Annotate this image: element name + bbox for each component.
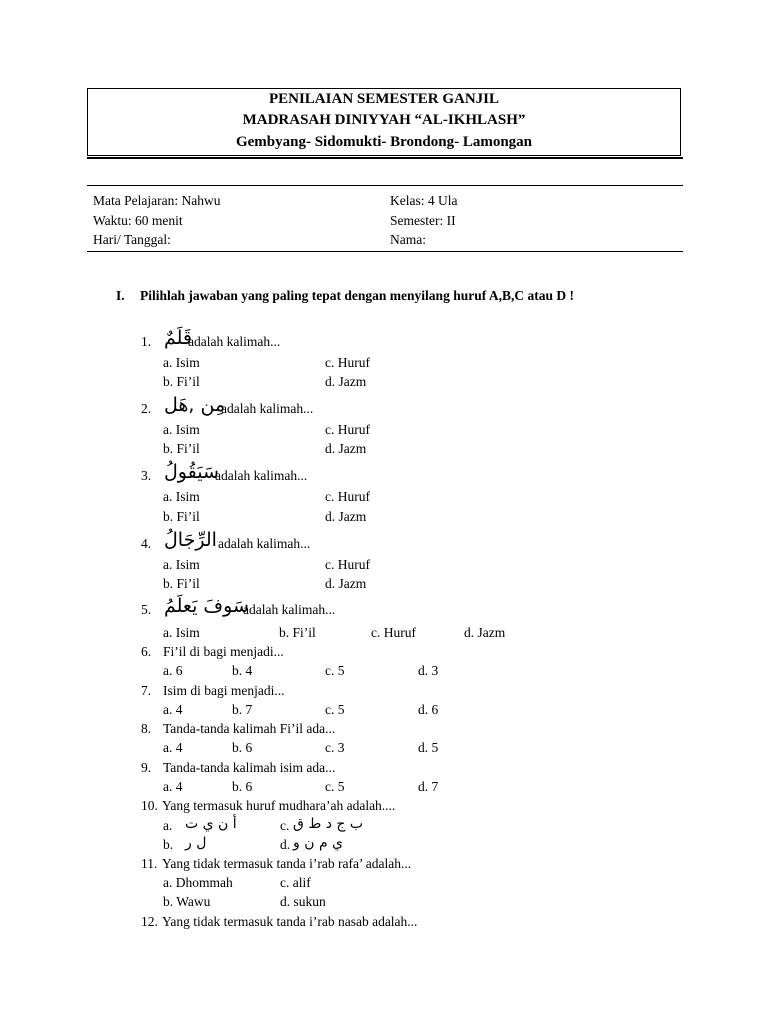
question-number: 9. <box>141 760 152 775</box>
option-c: c. Huruf <box>325 489 370 504</box>
option-c: c. alif <box>280 875 311 890</box>
question-number: 10. <box>141 798 158 813</box>
question-number: 8. <box>141 721 152 736</box>
option-d: d. 5 <box>418 740 439 755</box>
question-text: adalah kalimah... <box>243 602 336 617</box>
arabic-word: سَوفَ يَعلَمُ <box>164 595 249 617</box>
question-text: Tanda-tanda kalimah Fi’il ada... <box>163 721 336 736</box>
option-b: b. Fi’il <box>163 441 200 456</box>
option-a: a. Isim <box>163 355 200 370</box>
option-c: c. 5 <box>325 663 345 678</box>
school-address: Gembyang- Sidomukti- Brondong- Lamongan <box>235 134 533 150</box>
name-field: Nama: <box>390 232 426 247</box>
option-c: c. Huruf <box>325 355 370 370</box>
question-text: Yang termasuk huruf mudhara’ah adalah.... <box>162 798 396 813</box>
question-text: Tanda-tanda kalimah isim ada... <box>163 760 336 775</box>
option-b: b. Fi’il <box>279 625 316 640</box>
meta-bottom-rule <box>87 251 683 252</box>
option-a: a. Dhommah <box>163 875 233 890</box>
question-text: adalah kalimah... <box>188 334 281 349</box>
exam-title: PENILAIAN SEMESTER GANJIL <box>268 91 500 107</box>
option-b-arabic: ل ر <box>185 835 207 851</box>
header-underline <box>87 157 683 159</box>
option-d: d. Jazm <box>325 374 367 389</box>
option-d-arabic: ي م ن و <box>293 835 344 851</box>
meta-top-rule <box>87 185 683 186</box>
question-number: 2. <box>141 401 152 416</box>
option-d: d. sukun <box>280 894 326 909</box>
option-a-arabic: أ ن ي ت <box>185 816 237 832</box>
question-text: adalah kalimah... <box>218 536 311 551</box>
option-d: d. 6 <box>418 702 439 717</box>
question-text: Yang tidak termasuk tanda i’rab rafa’ adalah... <box>162 856 412 871</box>
option-b: b. 6 <box>232 740 253 755</box>
arabic-word: قَلَمٌ <box>164 327 193 349</box>
option-b: b. Fi’il <box>163 576 200 591</box>
option-c: c. 3 <box>325 740 345 755</box>
question-text: Isim di bagi menjadi... <box>163 683 285 698</box>
option-d: d. Jazm <box>325 441 367 456</box>
option-c: c. <box>280 818 290 833</box>
option-b: b. 6 <box>232 779 253 794</box>
option-a: a. <box>163 818 173 833</box>
question-number: 11. <box>141 856 158 871</box>
option-c: c. 5 <box>325 779 345 794</box>
option-b: b. 7 <box>232 702 253 717</box>
section-instruction: Pilihlah jawaban yang paling tepat dengan menyilang huruf A,B,C atau D ! <box>140 288 574 303</box>
option-a: a. Isim <box>163 557 200 572</box>
option-d: d. Jazm <box>325 576 367 591</box>
option-a: a. 6 <box>163 663 183 678</box>
option-d: d. Jazm <box>464 625 506 640</box>
semester-field: Semester: II <box>390 213 456 228</box>
option-d: d. 3 <box>418 663 439 678</box>
option-a: a. 4 <box>163 740 183 755</box>
school-name: MADRASAH DINIYYAH “AL-IKHLASH” <box>242 112 526 128</box>
option-a: a. Isim <box>163 489 200 504</box>
arabic-word: سَيَقُولُ <box>164 461 219 483</box>
option-a: a. Isim <box>163 422 200 437</box>
date-field: Hari/ Tanggal: <box>93 232 171 247</box>
question-text: Fi’il di bagi menjadi... <box>163 644 284 659</box>
question-number: 4. <box>141 536 152 551</box>
option-b: b. Wawu <box>163 894 211 909</box>
exam-header-box <box>87 88 681 156</box>
class-field: Kelas: 4 Ula <box>390 193 458 208</box>
arabic-word: مِن ,هَل <box>164 394 226 416</box>
time-field: Waktu: 60 menit <box>93 213 183 228</box>
question-text: adalah kalimah... <box>221 401 314 416</box>
question-text: adalah kalimah... <box>215 468 308 483</box>
option-b: b. <box>163 837 174 852</box>
question-number: 3. <box>141 468 152 483</box>
question-number: 7. <box>141 683 152 698</box>
subject-field: Mata Pelajaran: Nahwu <box>93 193 221 208</box>
option-a: a. Isim <box>163 625 200 640</box>
question-number: 6. <box>141 644 152 659</box>
option-c: c. Huruf <box>371 625 416 640</box>
option-d: d. <box>280 837 291 852</box>
option-b: b. 4 <box>232 663 253 678</box>
question-number: 12. <box>141 914 158 929</box>
question-number: 5. <box>141 602 152 617</box>
arabic-word: الرِّجَالُ <box>164 529 217 551</box>
option-a: a. 4 <box>163 702 183 717</box>
question-text: Yang tidak termasuk tanda i’rab nasab adalah... <box>162 914 418 929</box>
option-c-arabic: ب ج د ط ق <box>293 816 364 832</box>
option-c: c. Huruf <box>325 557 370 572</box>
option-d: d. Jazm <box>325 509 367 524</box>
option-d: d. 7 <box>418 779 439 794</box>
option-a: a. 4 <box>163 779 183 794</box>
question-number: 1. <box>141 334 152 349</box>
option-b: b. Fi’il <box>163 374 200 389</box>
option-b: b. Fi’il <box>163 509 200 524</box>
section-number: I. <box>116 288 125 303</box>
option-c: c. Huruf <box>325 422 370 437</box>
option-c: c. 5 <box>325 702 345 717</box>
